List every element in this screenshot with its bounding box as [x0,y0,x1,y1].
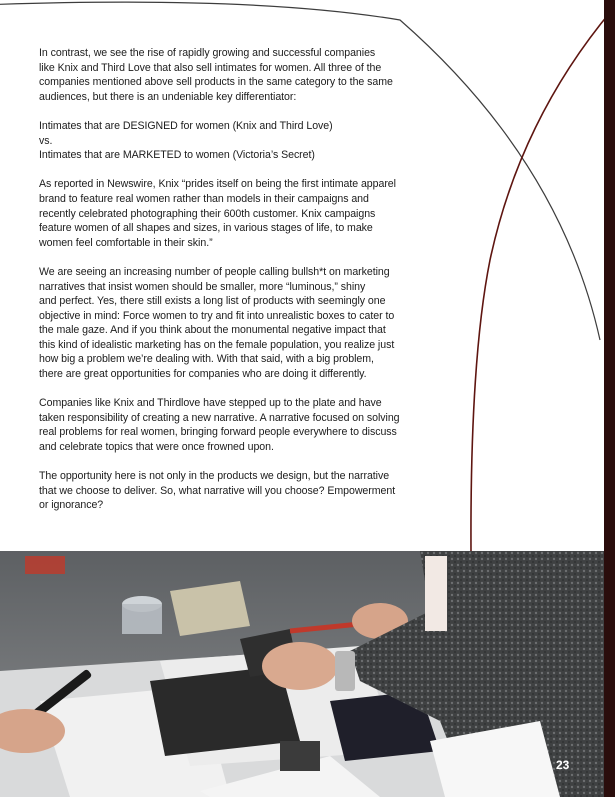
side-accent-bar [604,0,615,797]
paragraph-4: We are seeing an increasing number of people calling bullsh*t on marketing narratives that insist women should be smaller, more “luminous,” shiny and perfect. Yes, there still exists a long list of products with seemingly one objective in mind: Force women to try and fit into unrealistic boxes to cater to the male gaze. And if you think about the monumental negative impact that this kind of idealistic marketing has on the female population, you realize just how big a problem we’re dealing with. With that said, with a big problem, there are great opportunities for companies who are doing it differently. [39,265,395,381]
paragraph-2: Intimates that are DESIGNED for women (Knix and Third Love) vs. Intimates that are MARKETED to women (Victoria’s Secret) [39,119,333,162]
paragraph-6: The opportunity here is not only in the products we design, but the narrative that we choose to deliver. So, what narrative will you choose? Empowerment or ignorance? [39,470,396,512]
workshop-photo [0,551,604,797]
page-number: 23 [556,758,570,772]
dark-red-arc [471,10,612,551]
paragraph-3: As reported in Newswire, Knix “prides itself on being the first intimate apparel brand to feature real women rather than models in their campaigns and recently celebrated photographing their 600th customer. Knix campaigns feature women of all shapes and sizes, in various stages of life, to make women feel comfortable in their skin.” [39,178,396,249]
paragraph-1: In contrast, we see the rise of rapidly growing and successful companies like Knix and Third Love that also sell intimates for women. All three of the companies mentioned above sell products in the same category to the same audiences, but there is an undeniable key differentiator: [39,47,393,103]
article-body [39,46,434,528]
paragraph-5: Companies like Knix and Thirdlove have stepped up to the plate and have taken responsibility of creating a new narrative. A narrative focused on solving real problems for real women, bringing forward people everywhere to discuss and celebrate topics that were once frowned upon. [39,397,400,454]
workshop-photo-illustration [0,551,604,797]
